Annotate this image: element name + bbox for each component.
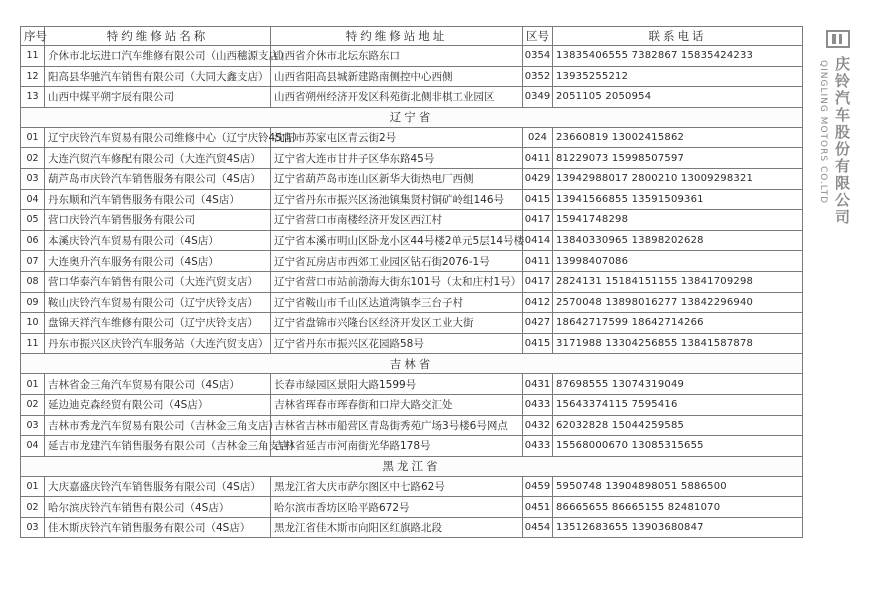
area-code: 0352	[523, 66, 553, 87]
region-heading: 吉林省	[21, 354, 803, 374]
phone-numbers: 86665655 86665155 82481070	[553, 497, 803, 518]
station-name: 大庆嘉盛庆铃汽车销售服务有限公司（4S店）	[45, 476, 271, 497]
table-row	[21, 333, 803, 354]
station-no: 02	[21, 497, 45, 518]
phone-numbers: 2824131 15184151155 13841709298	[553, 271, 803, 292]
phone-numbers: 15568000670 13085315655	[553, 436, 803, 457]
station-no: 04	[21, 189, 45, 210]
table-row	[21, 517, 803, 538]
station-address: 辽宁省瓦房店市西郊工业园区钻石街2076-1号	[271, 251, 523, 272]
phone-numbers: 13935255212	[553, 66, 803, 87]
area-code: 0454	[523, 517, 553, 538]
station-address: 山西省介休市北坛东路东口	[271, 46, 523, 67]
station-name: 营口庆铃汽车销售服务有限公司	[45, 210, 271, 231]
station-name: 葫芦岛市庆铃汽车销售服务有限公司（4S店）	[45, 168, 271, 189]
service-station-table	[20, 26, 803, 538]
region-heading: 黑龙江省	[21, 456, 803, 476]
station-name: 吉林市秀龙汽车贸易有限公司（吉林金三角支店）	[45, 415, 271, 436]
area-code: 0433	[523, 394, 553, 415]
region-row	[21, 456, 803, 476]
station-address: 辽宁省葫芦岛市连山区新华大街热电厂西侧	[271, 168, 523, 189]
area-code: 0412	[523, 292, 553, 313]
station-no: 01	[21, 127, 45, 148]
table-row	[21, 394, 803, 415]
header-area-code: 区号	[523, 27, 553, 46]
station-address: 哈尔滨市香坊区哈平路672号	[271, 497, 523, 518]
station-address: 辽宁省营口市站前渤海大街东101号（太和庄村1号）	[271, 271, 523, 292]
station-address: 辽宁省盘锦市兴隆台区经济开发区工业大街	[271, 313, 523, 334]
service-station-sheet	[20, 26, 803, 538]
station-name: 辽宁庆铃汽车贸易有限公司维修中心（辽宁庆铃4S店）	[45, 127, 271, 148]
table-row	[21, 46, 803, 67]
station-address: 山西省朔州经济开发区科苑街北侧非棋工业园区	[271, 87, 523, 108]
phone-numbers: 13942988017 2800210 13009298321	[553, 168, 803, 189]
area-code: 0433	[523, 436, 553, 457]
station-address: 山西省阳高县城新建路南侧控中心西侧	[271, 66, 523, 87]
station-name: 丹东顺和汽车销售服务有限公司（4S店）	[45, 189, 271, 210]
table-row	[21, 66, 803, 87]
header-phone: 联系电话	[553, 27, 803, 46]
area-code: 0414	[523, 230, 553, 251]
area-code: 0417	[523, 210, 553, 231]
area-code: 0432	[523, 415, 553, 436]
table-row	[21, 497, 803, 518]
area-code: 0411	[523, 251, 553, 272]
header-no: 序号	[21, 27, 45, 46]
area-code: 0349	[523, 87, 553, 108]
station-address: 辽宁省丹东市振兴区花园路58号	[271, 333, 523, 354]
station-no: 02	[21, 394, 45, 415]
station-name: 延吉市龙建汽车销售服务有限公司（吉林金三角支店）	[45, 436, 271, 457]
station-address: 辽宁省本溪市明山区卧龙小区44号楼2单元5层14号楼	[271, 230, 523, 251]
station-no: 03	[21, 168, 45, 189]
company-name-en: QINGLING MOTORS CO.LTD	[818, 60, 828, 205]
area-code: 0411	[523, 148, 553, 169]
region-row	[21, 354, 803, 374]
station-no: 05	[21, 210, 45, 231]
station-name: 大连汽贸汽车修配有限公司（大连汽贸4S店）	[45, 148, 271, 169]
phone-numbers: 13941566855 13591509361	[553, 189, 803, 210]
table-row	[21, 189, 803, 210]
station-name: 佳木斯庆铃汽车销售服务有限公司（4S店）	[45, 517, 271, 538]
station-no: 04	[21, 436, 45, 457]
area-code: 0459	[523, 476, 553, 497]
station-no: 07	[21, 251, 45, 272]
table-header-row	[21, 27, 803, 46]
phone-numbers: 3171988 13304256855 13841587878	[553, 333, 803, 354]
table-row	[21, 271, 803, 292]
table-row	[21, 292, 803, 313]
station-no: 10	[21, 313, 45, 334]
area-code: 0417	[523, 271, 553, 292]
table-row	[21, 127, 803, 148]
station-address: 黑龙江省大庆市萨尔图区中七路62号	[271, 476, 523, 497]
area-code: 0427	[523, 313, 553, 334]
region-heading: 辽宁省	[21, 107, 803, 127]
station-no: 06	[21, 230, 45, 251]
area-code: 0415	[523, 189, 553, 210]
company-logo-icon	[826, 30, 850, 48]
station-name: 丹东市振兴区庆铃汽车服务站（大连汽贸支店）	[45, 333, 271, 354]
phone-numbers: 2051105 2050954	[553, 87, 803, 108]
region-row	[21, 107, 803, 127]
company-name-cn: 庆铃汽车股份有限公司	[833, 56, 851, 226]
station-address: 吉林省珲春市珲春街和口岸大路交汇处	[271, 394, 523, 415]
station-no: 01	[21, 374, 45, 395]
station-no: 09	[21, 292, 45, 313]
phone-numbers: 13998407086	[553, 251, 803, 272]
table-row	[21, 168, 803, 189]
station-name: 营口华泰汽车销售有限公司（大连汽贸支店）	[45, 271, 271, 292]
table-row	[21, 436, 803, 457]
station-name: 吉林省金三角汽车贸易有限公司（4S店）	[45, 374, 271, 395]
station-address: 辽宁省营口市南楼经济开发区西江村	[271, 210, 523, 231]
area-code: 0451	[523, 497, 553, 518]
station-address: 黑龙江省佳木斯市向阳区红旗路北段	[271, 517, 523, 538]
station-no: 01	[21, 476, 45, 497]
station-address: 辽宁省鞍山市千山区达道湾镇李三台子村	[271, 292, 523, 313]
station-no: 12	[21, 66, 45, 87]
phone-numbers: 87698555 13074319049	[553, 374, 803, 395]
table-row	[21, 313, 803, 334]
phone-numbers: 81229073 15998507597	[553, 148, 803, 169]
phone-numbers: 5950748 13904898051 5886500	[553, 476, 803, 497]
company-brand	[810, 30, 870, 240]
phone-numbers: 13835406555 7382867 15835424233	[553, 46, 803, 67]
table-row	[21, 87, 803, 108]
station-no: 03	[21, 517, 45, 538]
station-name: 山西中煤平朔宇辰有限公司	[45, 87, 271, 108]
station-address: 吉林省延吉市河南街光华路178号	[271, 436, 523, 457]
table-body	[21, 46, 803, 538]
phone-numbers: 62032828 15044259585	[553, 415, 803, 436]
station-name: 本溪庆铃汽车贸易有限公司（4S店）	[45, 230, 271, 251]
station-name: 介休市北坛进口汽车维修有限公司（山西穗源支店）	[45, 46, 271, 67]
station-no: 11	[21, 333, 45, 354]
station-address: 吉林省吉林市船营区青岛街秀苑广场3号楼6号网点	[271, 415, 523, 436]
phone-numbers: 18642717599 18642714266	[553, 313, 803, 334]
station-no: 11	[21, 46, 45, 67]
phone-numbers: 13512683655 13903680847	[553, 517, 803, 538]
table-row	[21, 230, 803, 251]
area-code: 0415	[523, 333, 553, 354]
phone-numbers: 15941748298	[553, 210, 803, 231]
phone-numbers: 2570048 13898016277 13842296940	[553, 292, 803, 313]
station-name: 盘锦天祥汽车维修有限公司（辽宁庆铃支店）	[45, 313, 271, 334]
phone-numbers: 13840330965 13898202628	[553, 230, 803, 251]
station-no: 03	[21, 415, 45, 436]
station-address: 辽宁省大连市甘井子区华东路45号	[271, 148, 523, 169]
table-row	[21, 476, 803, 497]
header-address: 特约维修站地址	[271, 27, 523, 46]
station-no: 02	[21, 148, 45, 169]
area-code: 0431	[523, 374, 553, 395]
station-no: 08	[21, 271, 45, 292]
station-name: 延边迪克森经贸有限公司（4S店）	[45, 394, 271, 415]
station-address: 沈阳市苏家屯区青云街2号	[271, 127, 523, 148]
station-address: 长春市绿园区景阳大路1599号	[271, 374, 523, 395]
table-row	[21, 148, 803, 169]
phone-numbers: 23660819 13002415862	[553, 127, 803, 148]
station-name: 阳高县华驰汽车销售有限公司（大同大鑫支店）	[45, 66, 271, 87]
table-row	[21, 415, 803, 436]
station-address: 辽宁省丹东市振兴区汤池镇集贤村铜矿岭组146号	[271, 189, 523, 210]
header-name: 特约维修站名称	[45, 27, 271, 46]
table-row	[21, 210, 803, 231]
station-name: 哈尔滨庆铃汽车销售有限公司（4S店）	[45, 497, 271, 518]
area-code: 0354	[523, 46, 553, 67]
area-code: 0429	[523, 168, 553, 189]
station-no: 13	[21, 87, 45, 108]
area-code: 024	[523, 127, 553, 148]
table-row	[21, 251, 803, 272]
table-row	[21, 374, 803, 395]
station-name: 大连奥升汽车服务有限公司（4S店）	[45, 251, 271, 272]
station-name: 鞍山庆铃汽车贸易有限公司（辽宁庆铃支店）	[45, 292, 271, 313]
phone-numbers: 15643374115 7595416	[553, 394, 803, 415]
